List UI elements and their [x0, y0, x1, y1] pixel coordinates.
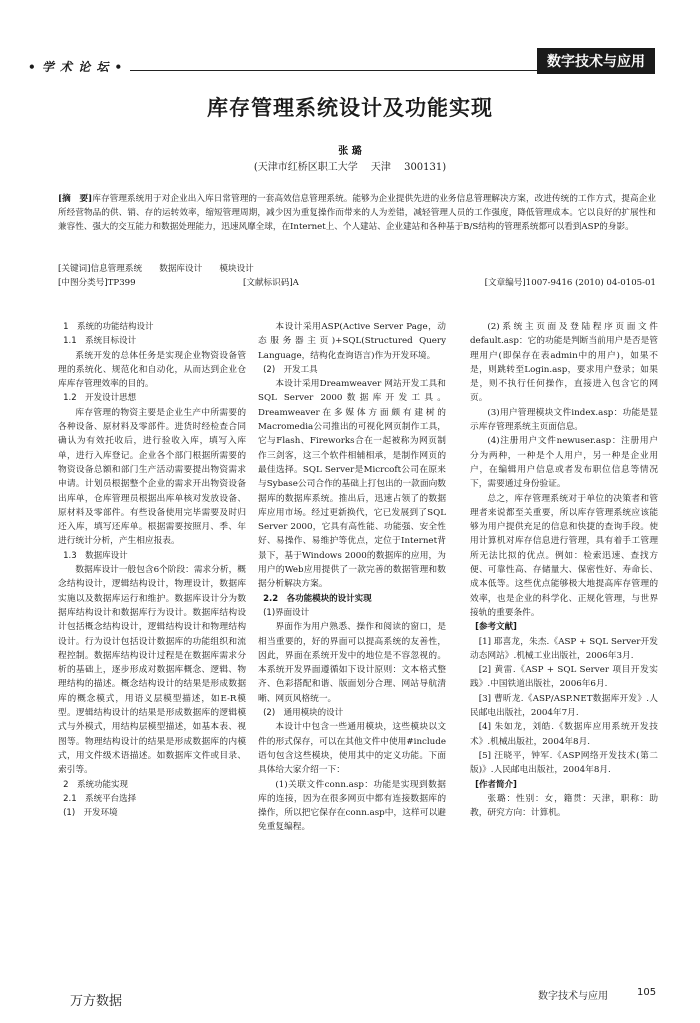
section-heading: 1 系统的功能结构设计: [63, 322, 154, 332]
body-paragraph: 本设计采用Dreamweaver 网站开发工具和SQL Server 2000数据库开发工具。Dreamweaver在多媒体方面颇有建树的Macromedia公司推出的可视化网页制作工具，它与Flash、Fireworks合在一起被称为网页制作三剑客，这三个软件相辅相承，是制作网页的最佳选择。SQL Server是Micrcoft公司在原来与Sybase公司合作的基础上打包出的一款面向数据库的数据库系统。推出后，迅速占领了的数据库应用市场。经过更新换代，它已发展到了SQL Server 2000，它具有高性能、功能强、安全性好、易操作、易维护等优点，定位于Internet背景下，基于Windows 2000的数据库的应用，为用户的Web应用提供了一款完善的数据管理和数据分析解决方案。: [258, 379, 446, 590]
body-paragraph: (1)关联文件conn.asp：功能是实现到数据库的连接，因为在很多网页中都有连接数据库的操作，所以把它保存在conn.asp中，这样可以避免重复编程。: [258, 779, 446, 833]
page-number: 105: [637, 987, 657, 998]
body-paragraph: 本设计采用ASP(Active Server Page，动态服务器主页)+SQL(Structured Query Language，结构化查询语言)作为开发环境。: [258, 322, 446, 361]
body-paragraph: 库存管理的物资主要是企业生产中所需要的各种设备、原材料及零部件。进货时经检查合同确认为有效托收后，进行验收入库，填写入库单，进行入库登记。企业各个部门根据所需要的物资设备总额和部门生产活动需要提出物资需求申请。计划员根据整个企业的需求开出物资设备出库单，仓库管理员根据出库单核对发放设备、原材料及零部件。有些设备使用完毕需要及时归还入库，填写还库单。根据需要按照月、季、年进行统计分析，产生相应报表。: [58, 407, 246, 547]
reference-item: [5] 汪晓平，钟军.《ASP网络开发技术(第二版)》.人民邮电出版社，2004年8月.: [470, 750, 658, 776]
body-paragraph: 数据库设计一般包含6个阶段：需求分析，概念结构设计，逻辑结构设计，物理设计，数据库实施以及数据库运行和维护。数据库设计分为数据库结构设计和数据库行为设计。数据库结构设计包括概念结构设计，逻辑结构设计和物理结构设计。行为设计包括设计数据库的功能组织和流程控制。数据库结构设计过程是在数据库需求分析的基础上，逐步形成对数据库概念、逻辑、物理结构的描述。概念结构设计的结果是形成数据库的概念模式，用语义层模型描述，如E-R模型。逻辑结构设计的结果是形成数据库的逻辑模式与外模式，用结构层模型描述，如基本表、视图等。物理结构设计的结果是形成数据库的内模式，用文件级术语描述。如数据库文件或目录、索引等。: [58, 565, 246, 776]
document-code: [文献标识码]A: [243, 278, 299, 288]
keywords: [关键词]信息管理系统 数据库设计 模块设计: [58, 264, 254, 274]
body-paragraph: (3)用户管理模块文件index.asp：功能是显示库存管理系统主页面信息。: [470, 407, 658, 433]
section-label: • 学 术 论 坛 •: [28, 60, 124, 74]
watermark-logo: 万方数据: [70, 994, 123, 1009]
reference-item: [3] 曹昕龙.《ASP/ASP.NET数据库开发》.人民邮电出版社，2004年7月.: [470, 693, 658, 719]
affiliation: (天津市红桥区职工大学 天津 300131): [253, 162, 447, 173]
article-title: 库存管理系统设计及功能实现: [207, 96, 493, 120]
body-paragraph: 总之，库存管理系统对于单位的决策者和管理者来说都至关重要，所以库存管理系统应该能够为用户提供充足的信息和快捷的查询手段。使用计算机对库存信息进行管理，具有着手工管理所无法比拟的优点。例如：检索迅速、查找方便、可靠性高、存储量大、保密性好、寿命长、成本低等。这些优点能够极大地提高库存管理的效率，也是企业的科学化、正规化管理，与世界接轨的重要条件。: [470, 493, 658, 618]
abstract-label: [摘 要]: [58, 194, 93, 204]
reference-item: [4] 朱如龙，刘皓.《数据库应用系统开发技术》.机械出版社，2004年8月.: [470, 722, 658, 747]
section-heading: 2.1 系统平台选择: [63, 793, 137, 804]
body-column-3: [470, 320, 658, 820]
reference-item: [2] 黄雷.《ASP + SQL Server 项目开发实践》.中国铁道出版社，2006年6月.: [470, 665, 658, 690]
author: 张 璐: [338, 146, 362, 157]
section-heading: 2.2 各功能模块的设计实现: [263, 593, 372, 604]
body-paragraph: 本设计中包含一些通用模块，这些模块以文件的形式保存，可以在其他文件中使用#include语句包含这些模块，使用其中的定义功能。下面具体给大家介绍一下：: [258, 722, 446, 776]
footer-journal-name: 数字技术与应用: [538, 991, 608, 1002]
body-column-1: [58, 320, 246, 820]
section-heading: 1.2 开发设计思想: [63, 393, 137, 404]
section-heading: (2) 通用模块的设计: [263, 708, 344, 719]
body-column-2: [258, 320, 446, 835]
body-paragraph: (2)系统主页面及登陆程序页面文件default.asp：它的功能是判断当前用户是否是管理用户(即保存在表admin中的用户)，如果不是，则跳转至Login.asp，要求用户登录；如果是，则不执行任何操作，直接进入包含它的网页。: [470, 322, 658, 404]
body-paragraph: 界面作为用户熟悉、操作和阅读的窗口，是相当重要的，好的界面可以提高系统的友善性，因此，界面在系统开发中的地位是不容忽视的。本系统开发界面遵循如下设计原则：文本格式整齐、色彩搭配和谐、版面划分合理、网站导航清晰、网页风格统一。: [258, 622, 446, 704]
section-heading: 1.1 系统目标设计: [63, 336, 137, 347]
section-heading: 2 系统功能实现: [63, 779, 129, 790]
body-paragraph: 张璐：性别：女，籍贯：天津，职称：助教，研究方向：计算机。: [470, 793, 658, 819]
section-heading: (1) 开发环境: [63, 808, 118, 819]
body-paragraph: 系统开发的总体任务是实现企业物资设备管理的系统化、规范化和自动化，从而达到企业仓库库存管理效率的目的。: [58, 350, 246, 390]
section-heading: 1.3 数据库设计: [63, 550, 128, 561]
journal-badge: 数字技术与应用: [537, 48, 655, 74]
reference-item: [1] 耶喜龙，朱杰.《ASP + SQL Server开发动态网站》.机械工业出版社，2006年3月.: [470, 636, 658, 661]
section-heading: (1)界面设计: [263, 607, 310, 618]
article-number: [文章编号]1007-9416 (2010) 04-0105-01: [484, 278, 656, 288]
classification-number: [中图分类号]TP399: [58, 278, 136, 288]
section-heading: [参考文献]: [475, 622, 517, 633]
body-paragraph: (4)注册用户文件newuser.asp：注册用户分为两种，一种是个人用户，另一种是企业用户，在编辑用户信息或者发布职位信息等情况下，需要通过身份验证。: [470, 436, 658, 490]
section-heading: (2) 开发工具: [263, 364, 318, 375]
abstract-text: 库存管理系统用于对企业出入库日常管理的一套高效信息管理系统。能够为企业提供先进的业务信息管理解决方案，改进传统的工作方式，提高企业所经营物品的供、销、存的运转效率，缩短管理周期，减少因为重复操作而带来的人为差错，减轻管理人员的工作强度，降低管理成本。它以良好的扩展性和兼容性、强大的交互能力和数据处理能力，迅速风靡全球，在Internet上、个人建站、企业建站和各种基于B/S结构的管理系统都可以看到ASP的身影。: [58, 194, 656, 232]
abstract: [58, 192, 656, 234]
section-heading: [作者简介]: [475, 779, 517, 790]
